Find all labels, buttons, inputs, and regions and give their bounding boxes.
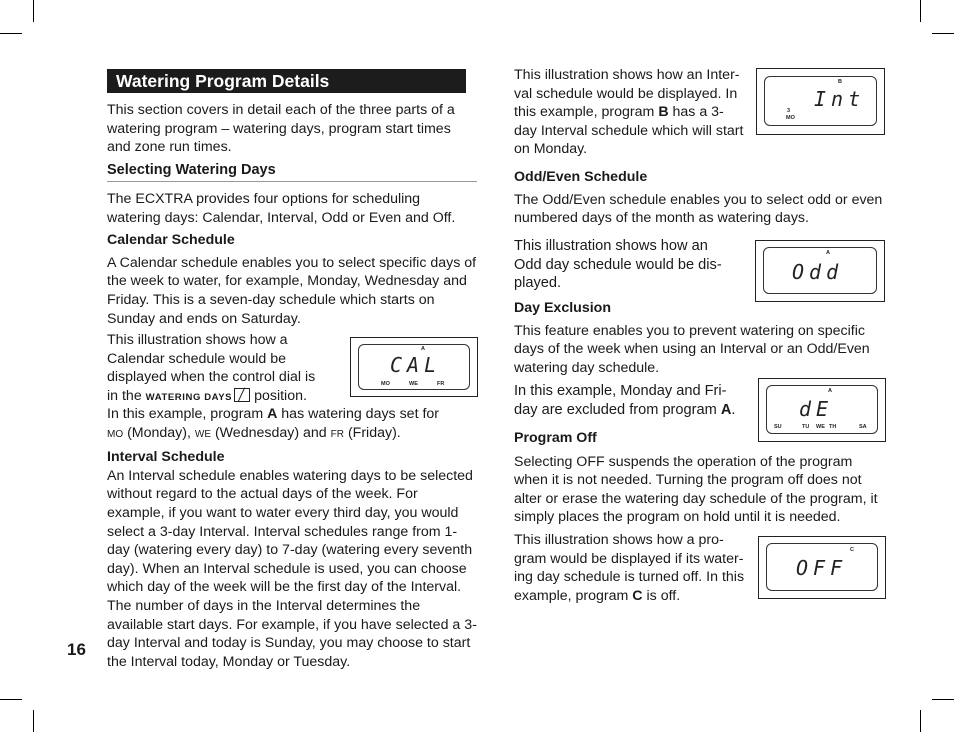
text-fragment: example, program (514, 587, 629, 604)
lcd-digits: dE (799, 397, 834, 421)
text-fragment: In this example, program (107, 406, 264, 422)
interval-display (756, 68, 885, 135)
calendar-paragraph: A Calendar schedule enables you to select specific days of the week to water, for example, Monday, Wednesday and Friday. This is a seven-day schedule which starts on Sunday and ends on Saturday. (107, 254, 477, 327)
text-fragment: day are excluded from program (514, 401, 717, 418)
right-column-mid (514, 168, 884, 228)
lcd-digits: Int (814, 87, 866, 111)
lcd-screen (766, 385, 878, 434)
dayex-heading: Day Exclusion (514, 300, 611, 316)
odd-illustration-text (514, 237, 749, 293)
text-fragment: position. (254, 387, 307, 404)
text-fragment: . (731, 401, 736, 418)
program-indicator: A (828, 388, 832, 394)
crop-mark (932, 699, 954, 700)
calendar-illustration-text (107, 331, 347, 407)
day-indicator: WE (409, 381, 418, 387)
text-fragment: this example, program (514, 104, 655, 121)
day-abbr: WE (194, 428, 211, 440)
day-indicator: FR (437, 381, 445, 387)
off-heading: Program Off (514, 430, 597, 446)
day-indicator: SA (859, 424, 867, 430)
program-letter: A (720, 401, 732, 418)
lcd-digits: OFF (796, 556, 848, 580)
lcd-screen (358, 344, 470, 390)
text-fragment: (Friday). (347, 424, 401, 441)
calendar-example (107, 405, 477, 671)
odd-display (755, 240, 885, 302)
watering-days-label: WATERING DAYS (145, 391, 233, 403)
lcd-screen (766, 543, 878, 591)
text-fragment: has a 3- (672, 104, 724, 121)
lcd-screen (764, 76, 877, 126)
day-indicator: TH (829, 424, 837, 430)
lcd-digits: CAL (390, 353, 442, 377)
crop-mark (0, 33, 22, 34)
left-column-lower (107, 190, 477, 328)
text-line: This illustration shows how a (107, 332, 288, 348)
right-column-dayex (514, 299, 886, 377)
crop-mark (920, 710, 921, 732)
program-indicator: A (421, 346, 425, 352)
lcd-screen (763, 247, 877, 294)
text-line: This illustration shows how a pro- (514, 532, 724, 548)
text-fragment: is off. (646, 587, 681, 604)
lcd-digits: Odd (792, 260, 844, 284)
interval-heading: Interval Schedule (107, 449, 225, 466)
text-fragment: (Monday), (127, 424, 191, 441)
program-letter: B (658, 104, 669, 121)
program-indicator: B (838, 79, 842, 85)
intro-paragraph: This section covers in detail each of the three parts of a watering program – watering days, program start times and zone run times. (107, 102, 455, 156)
off-display (758, 536, 886, 599)
options-paragraph: The ECXTRA provides four options for scheduling watering days: Calendar, Interval, Odd or Even and Off. (107, 191, 456, 226)
crop-mark (932, 33, 954, 34)
dayex-illustration-text (514, 382, 759, 419)
text-line: on Monday. (514, 141, 588, 158)
text-line: gram would be displayed if its water- (514, 550, 744, 567)
program-letter: A (267, 406, 278, 422)
calendar-heading: Calendar Schedule (107, 232, 235, 249)
text-line (514, 587, 759, 606)
text-line (107, 405, 477, 424)
text-line: val schedule would be displayed. In (514, 85, 738, 102)
dayex-paragraph: This feature enables you to prevent watering on specific days of the week when using an Interval or an Odd/Even watering day schedule. (514, 322, 870, 376)
text-line: ing day schedule is turned off. In this (514, 569, 745, 586)
calendar-display (350, 337, 478, 397)
day-indicator: WE (816, 424, 825, 430)
day-abbr: MO (107, 428, 124, 440)
dial-icon (234, 388, 250, 402)
text-line (107, 424, 477, 445)
day-indicator: SU (774, 424, 782, 430)
text-fragment: has watering days set for (281, 406, 440, 422)
text-line (514, 401, 759, 420)
text-line: Odd day schedule would be dis- (514, 256, 722, 273)
crop-mark (920, 0, 921, 22)
text-line: This illustration shows how an Inter- (514, 67, 740, 83)
program-indicator: C (850, 547, 854, 553)
text-line: In this example, Monday and Fri- (514, 383, 727, 399)
interval-illustration-text (514, 66, 759, 159)
crop-mark (33, 0, 34, 22)
text-line: Calendar schedule would be (107, 350, 287, 367)
text-line: This illustration shows how an (514, 238, 708, 254)
day-indicator: MO (786, 115, 795, 121)
day-indicator: MO (381, 381, 390, 387)
day-abbr: FR (330, 428, 344, 440)
text-line: day Interval schedule which will start (514, 122, 744, 139)
text-line (514, 103, 759, 122)
oddeven-heading: Odd/Even Schedule (514, 169, 648, 185)
page-number: 16 (67, 640, 86, 659)
text-fragment: in the (107, 387, 142, 404)
day-indicator: TU (802, 424, 810, 430)
interval-count: 3 (787, 108, 791, 114)
interval-paragraph: An Interval schedule enables watering days to be selected without regard to the actual days of the week. For example, if you want to water every third day, you would select a 3-day Interval. Interval schedules range from 1-day (watering every day) to 7-day (watering every seventh day). When an Interval schedule is used, you can choose which day of the week will be the first day of the Interval. The number of days in the Interval determines the available start days. For example, if you have selected a 3-day Interval and today is Sunday, you may choose to start the Interval today, Monday or Tuesday. (107, 467, 477, 670)
crop-mark (0, 699, 22, 700)
oddeven-paragraph: The Odd/Even schedule enables you to select odd or even numbered days of the month as watering days. (514, 191, 883, 227)
right-column-off (514, 429, 886, 527)
section-banner: Watering Program Details (107, 69, 466, 93)
heading-rule (107, 181, 477, 182)
text-fragment: (Wednesday) and (214, 424, 327, 441)
text-line: played. (514, 275, 562, 292)
off-paragraph: Selecting OFF suspends the operation of the program when it is not needed. Turning the program off does not alter or erase the watering day schedule of the program, it simply places the program on hold until it is needed. (514, 453, 878, 526)
crop-mark (33, 710, 34, 732)
text-line: displayed when the control dial is (107, 369, 316, 386)
left-column (107, 101, 477, 179)
off-illustration-text (514, 531, 759, 605)
program-indicator: A (826, 250, 830, 256)
program-letter: C (632, 587, 643, 604)
selecting-heading: Selecting Watering Days (107, 161, 276, 178)
